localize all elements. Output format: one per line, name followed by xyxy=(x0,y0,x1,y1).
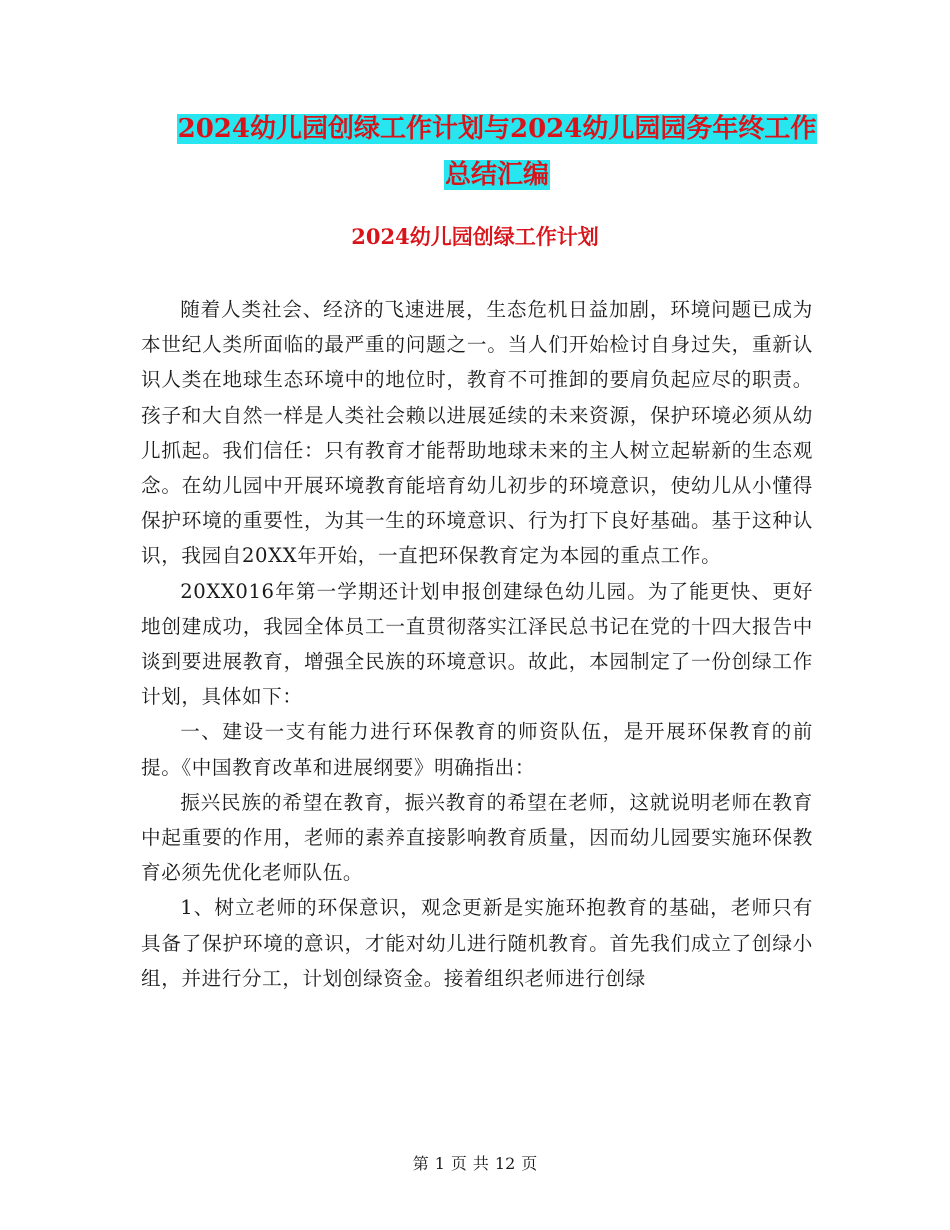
total-label: 共 xyxy=(472,1154,489,1173)
document-title xyxy=(140,106,854,198)
paragraph: 一、建设一支有能力进行环保教育的师资队伍，是开展环保教育的前提。《中国教育改革和进展纲要》明确指出： xyxy=(141,720,813,779)
document-body xyxy=(141,292,813,996)
paragraph: 振兴民族的希望在教育，振兴教育的希望在老师，这就说明老师在教育中起重要的作用，老师的素养直接影响教育质量，因而幼儿园要实施环保教育必须先优化老师队伍。 xyxy=(141,790,813,885)
page-label-prefix: 第 xyxy=(412,1154,429,1173)
current-page-number: 1 xyxy=(434,1154,445,1173)
page-label-suffix: 页 xyxy=(521,1154,538,1173)
section-title: 2024幼儿园创绿工作计划 xyxy=(351,224,599,249)
paragraph: 随着人类社会、经济的飞速进展，生态危机日益加剧，环境问题已成为本世纪人类所面临的最严重的问题之一。当人们开始检讨自身过失，重新认识人类在地球生态环境中的地位时，教育不可推卸的要肩负起应尽的职责。孩子和大自然一样是人类社会赖以进展延续的未来资源，保护环境必须从幼儿抓起。我们信任：只有教育才能帮助地球未来的主人树立起崭新的生态观念。在幼儿园中开展环境教育能培育幼儿初步的环境意识，使幼儿从小懂得保护环境的重要性，为其一生的环境意识、行为打下良好基础。基于这种认识，我园自20XX年开始，一直把环保教育定为本园的重点工作。 xyxy=(141,298,813,568)
paragraph: 20XX016年第一学期还计划申报创建绿色幼儿园。为了能更快、更好地创建成功，我园全体员工一直贯彻落实江泽民总书记在党的十四大报告中谈到要进展教育，增强全民族的环境意识。故此，本园制定了一份创绿工作计划，具体如下： xyxy=(141,579,813,709)
page-label-mid: 页 xyxy=(450,1154,467,1173)
document-title-line-2: 总结汇编 xyxy=(444,160,549,190)
page-footer xyxy=(0,1152,950,1176)
total-pages-number: 12 xyxy=(494,1154,516,1173)
paragraph: 1、树立老师的环保意识，观念更新是实施环抱教育的基础，老师只有具备了保护环境的意识，才能对幼儿进行随机教育。首先我们成立了创绿小组，并进行分工，计划创绿资金。接着组织老师进行创绿 xyxy=(141,896,813,990)
document-title-line-1: 2024幼儿园创绿工作计划与2024幼儿园园务年终工作 xyxy=(177,114,817,144)
